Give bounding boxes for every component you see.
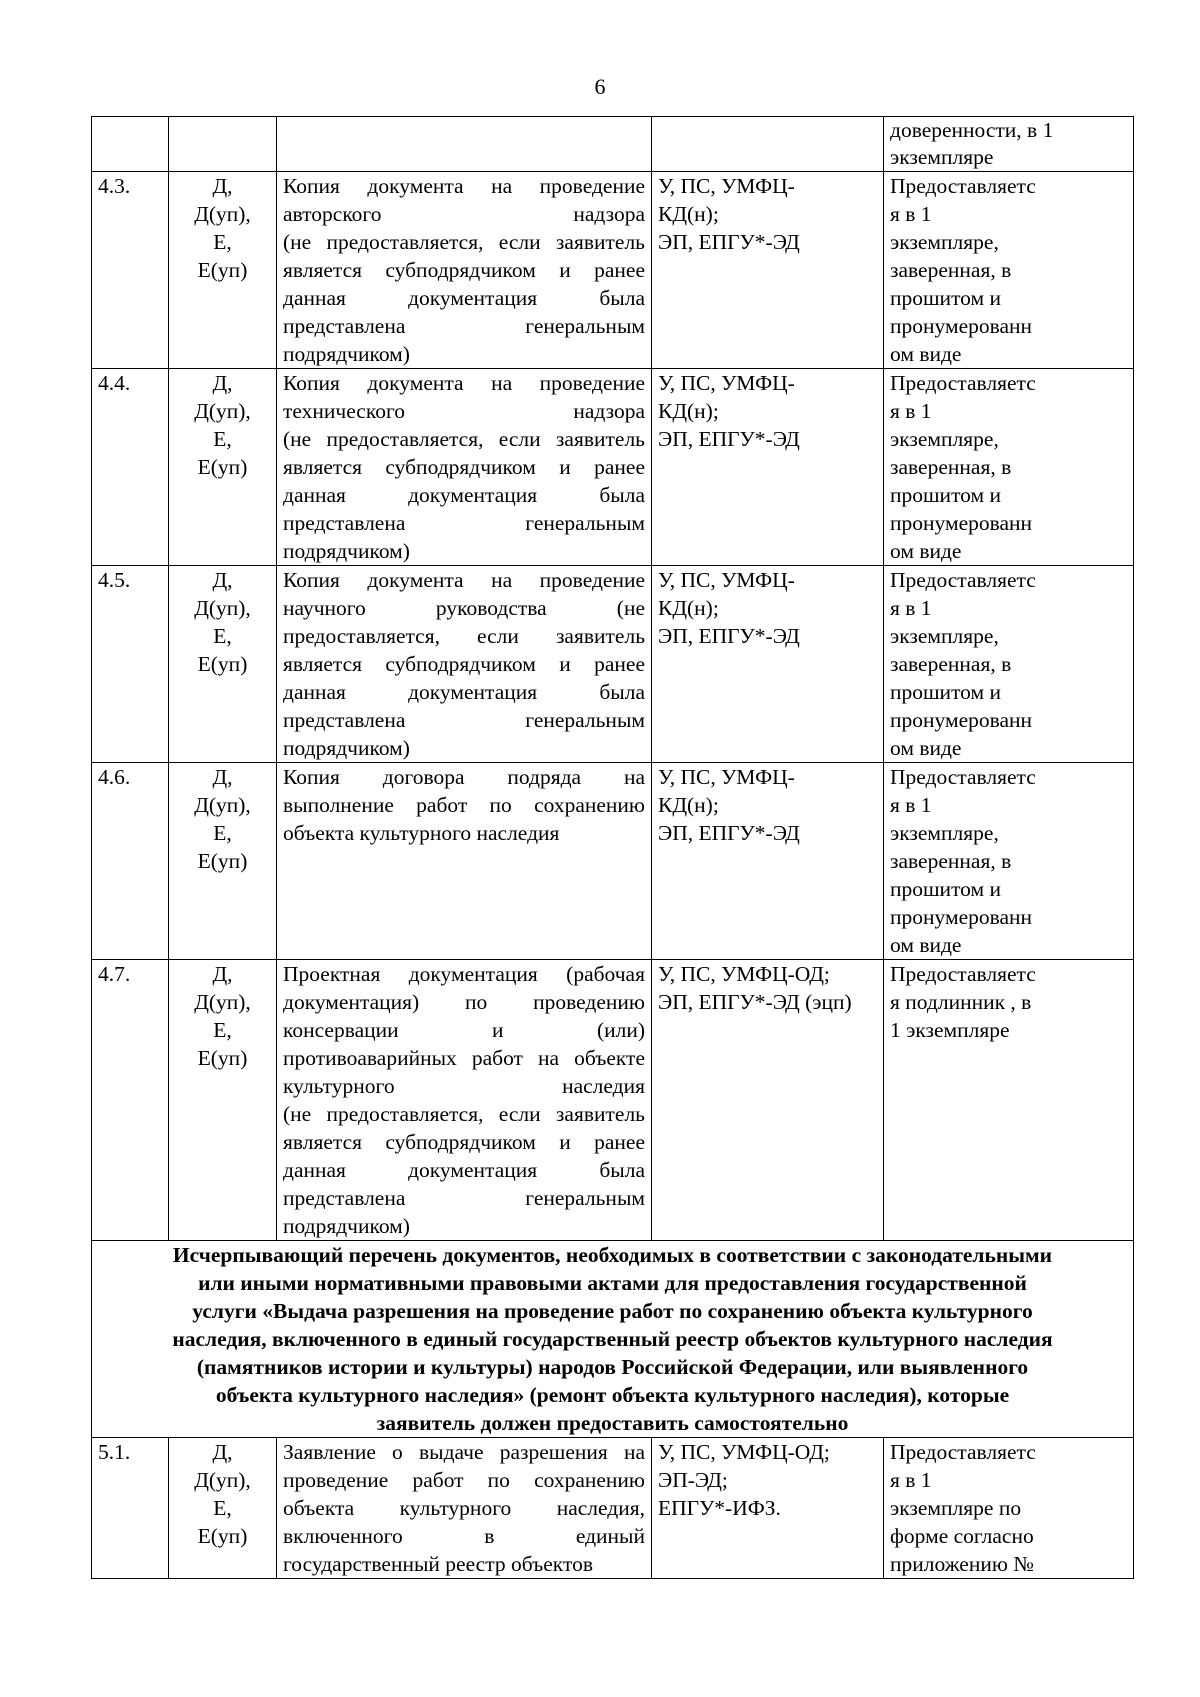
text-line: проведение работ по сохранению bbox=[283, 1468, 645, 1492]
text-line: ом виде bbox=[890, 539, 962, 563]
text-line: Копия документа на проведение bbox=[283, 174, 645, 198]
text-line: Копия договора подряда на bbox=[283, 765, 645, 789]
submission-method bbox=[652, 369, 884, 566]
text-line: я в 1 bbox=[890, 596, 932, 620]
text-line: Заявление о выдаче разрешения на bbox=[283, 1440, 645, 1464]
document-description bbox=[277, 960, 652, 1241]
copies-note bbox=[884, 172, 1134, 369]
row-number: 4.3. bbox=[92, 172, 169, 369]
text-line: консервации и (или) bbox=[283, 1018, 645, 1042]
text-line: прошитом и bbox=[890, 877, 1002, 901]
text-line: данная документация была bbox=[283, 680, 645, 704]
text-line: У, ПС, УМФЦ-ОД; bbox=[658, 1440, 830, 1464]
submission-method bbox=[652, 566, 884, 763]
text-line: Проектная документация (рабочая bbox=[283, 962, 645, 986]
text-line: Предоставляетс bbox=[890, 568, 1036, 592]
text-line: является субподрядчиком и ранее bbox=[283, 652, 645, 676]
text-line: Е, bbox=[213, 1496, 232, 1520]
text-line: Е(уп) bbox=[197, 1524, 248, 1548]
row-number: 4.4. bbox=[92, 369, 169, 566]
text-line: У, ПС, УМФЦ- bbox=[658, 765, 795, 789]
submission-method bbox=[652, 763, 884, 960]
text-line: ом виде bbox=[890, 342, 962, 366]
applicant-codes bbox=[169, 369, 277, 566]
text-line: научного руководства (не bbox=[283, 596, 645, 620]
text-line: заверенная, в bbox=[890, 258, 1012, 282]
text-line: является субподрядчиком и ранее bbox=[283, 258, 645, 282]
copies-note bbox=[884, 960, 1134, 1241]
text-line: Д, bbox=[212, 1440, 233, 1464]
applicant-codes bbox=[169, 1438, 277, 1579]
text-line: Д, bbox=[212, 568, 233, 592]
text-line: ЭП, ЕПГУ*-ЭД bbox=[658, 821, 800, 845]
table-row bbox=[92, 566, 1134, 763]
section-heading-row bbox=[92, 1241, 1134, 1438]
text-line: Д(уп), bbox=[194, 793, 251, 817]
text-line: (не предоставляется, если заявитель bbox=[283, 230, 645, 254]
text-line: Д, bbox=[212, 174, 233, 198]
text-line: Е, bbox=[213, 230, 232, 254]
text-line: ЭП, ЕПГУ*-ЭД bbox=[658, 230, 800, 254]
text-line: Д, bbox=[212, 765, 233, 789]
page-number: 6 bbox=[594, 74, 606, 99]
text-line: данная документация была bbox=[283, 1158, 645, 1182]
text-line: ЭП, ЕПГУ*-ЭД (эцп) bbox=[658, 990, 852, 1014]
text-line: авторского надзора bbox=[283, 202, 645, 226]
text-line: заверенная, в bbox=[890, 849, 1012, 873]
documents-table bbox=[91, 116, 1134, 1579]
cell-note: доверенности, в 1 экземпляре bbox=[884, 117, 1134, 172]
text-line: документация) по проведению bbox=[283, 990, 645, 1014]
text-line: ЕПГУ*-ИФЗ. bbox=[658, 1496, 781, 1520]
text-line: Д(уп), bbox=[194, 990, 251, 1014]
text-line: объекта культурного наследия bbox=[283, 821, 560, 845]
row-number: 4.7. bbox=[92, 960, 169, 1241]
text-line: выполнение работ по сохранению bbox=[283, 793, 645, 817]
table-row bbox=[92, 369, 1134, 566]
table-row bbox=[92, 763, 1134, 960]
copies-note bbox=[884, 1438, 1134, 1579]
text-line: включенного в единый bbox=[283, 1524, 645, 1548]
table-rows bbox=[92, 172, 1134, 1241]
text-line: я в 1 bbox=[890, 793, 932, 817]
section-heading-line: или иными нормативными правовыми актами для предоставления государственной bbox=[198, 1271, 1027, 1295]
cell-num bbox=[92, 117, 169, 172]
text-line: Е(уп) bbox=[197, 1046, 248, 1070]
document-description bbox=[277, 369, 652, 566]
applicant-codes bbox=[169, 172, 277, 369]
text-line: я в 1 bbox=[890, 202, 932, 226]
text-line: представлена генеральным bbox=[283, 314, 645, 338]
row-number: 4.5. bbox=[92, 566, 169, 763]
text-line: предоставляется, если заявитель bbox=[283, 624, 645, 648]
section-heading-line: услуги «Выдача разрешения на проведение работ по сохранению объекта культурного bbox=[192, 1299, 1033, 1323]
table-row-continuation bbox=[92, 117, 1134, 172]
text-line: экземпляре по bbox=[890, 1496, 1022, 1520]
applicant-codes bbox=[169, 960, 277, 1241]
text-line: экземпляре, bbox=[890, 821, 999, 845]
text-line: Предоставляетс bbox=[890, 1440, 1036, 1464]
text-line: пронумерованн bbox=[890, 708, 1033, 732]
copies-note bbox=[884, 369, 1134, 566]
section-heading-line: наследия, включенного в единый государственный реестр объектов культурного наследия bbox=[172, 1327, 1053, 1351]
text-line: подрядчиком) bbox=[283, 539, 410, 563]
text-line: данная документация была bbox=[283, 483, 645, 507]
text-line: заверенная, в bbox=[890, 455, 1012, 479]
text-line: технического надзора bbox=[283, 399, 645, 423]
document-description bbox=[277, 763, 652, 960]
table-row bbox=[92, 960, 1134, 1241]
section-heading bbox=[92, 1241, 1134, 1438]
text-line: противоаварийных работ на объекте bbox=[283, 1046, 645, 1070]
text-line: представлена генеральным bbox=[283, 511, 645, 535]
text-line: форме согласно bbox=[890, 1524, 1034, 1548]
text-line: (не предоставляется, если заявитель bbox=[283, 1102, 645, 1126]
text-line: я в 1 bbox=[890, 1468, 932, 1492]
submission-method bbox=[652, 172, 884, 369]
text-line: экземпляре, bbox=[890, 230, 999, 254]
text-line: У, ПС, УМФЦ- bbox=[658, 174, 795, 198]
document-description bbox=[277, 566, 652, 763]
text-line: У, ПС, УМФЦ- bbox=[658, 568, 795, 592]
text-line: Д(уп), bbox=[194, 1468, 251, 1492]
text-line: Копия документа на проведение bbox=[283, 568, 645, 592]
document-description bbox=[277, 172, 652, 369]
text-line: Е(уп) bbox=[197, 258, 248, 282]
copies-note bbox=[884, 763, 1134, 960]
text-line: У, ПС, УМФЦ-ОД; bbox=[658, 962, 830, 986]
text-line: прошитом и bbox=[890, 483, 1002, 507]
text-line: КД(н); bbox=[658, 399, 719, 423]
text-line: является субподрядчиком и ранее bbox=[283, 455, 645, 479]
section-heading-line: Исчерпывающий перечень документов, необходимых в соответствии с законодательными bbox=[172, 1243, 1053, 1267]
text-line: Е, bbox=[213, 821, 232, 845]
text-line: подрядчиком) bbox=[283, 1214, 410, 1238]
text-line: 1 экземпляре bbox=[890, 1018, 1010, 1042]
text-line: представлена генеральным bbox=[283, 1186, 645, 1210]
text-line: Е(уп) bbox=[197, 849, 248, 873]
cell-desc bbox=[277, 117, 652, 172]
row-number: 4.6. bbox=[92, 763, 169, 960]
text-line: заверенная, в bbox=[890, 652, 1012, 676]
section-heading-line: объекта культурного наследия» (ремонт объекта культурного наследия), которые bbox=[215, 1383, 1010, 1407]
row-number: 5.1. bbox=[92, 1438, 169, 1579]
text-line: Е, bbox=[213, 1018, 232, 1042]
text-line: ЭП, ЕПГУ*-ЭД bbox=[658, 624, 800, 648]
text-line: объекта культурного наследия, bbox=[283, 1496, 645, 1520]
text-line: Копия документа на проведение bbox=[283, 371, 645, 395]
text-line: пронумерованн bbox=[890, 511, 1033, 535]
text-line: является субподрядчиком и ранее bbox=[283, 1130, 645, 1154]
text-line: Д, bbox=[212, 962, 233, 986]
text-line: КД(н); bbox=[658, 793, 719, 817]
text-line: представлена генеральным bbox=[283, 708, 645, 732]
section-heading-line: заявитель должен предоставить самостоятельно bbox=[376, 1411, 849, 1435]
text-line: культурного наследия bbox=[283, 1074, 645, 1098]
text-line: данная документация была bbox=[283, 286, 645, 310]
text-line: подрядчиком) bbox=[283, 342, 410, 366]
section-heading-line: (памятников истории и культуры) народов Российской Федерации, или выявленного bbox=[196, 1355, 1029, 1379]
text-line: (не предоставляется, если заявитель bbox=[283, 427, 645, 451]
text-line: ом виде bbox=[890, 933, 962, 957]
text-line: пронумерованн bbox=[890, 314, 1033, 338]
text-line: экземпляре, bbox=[890, 624, 999, 648]
text-line: я в 1 bbox=[890, 399, 932, 423]
submission-method bbox=[652, 1438, 884, 1579]
text-line: ом виде bbox=[890, 736, 962, 760]
text-line: Д(уп), bbox=[194, 399, 251, 423]
text-line: Е(уп) bbox=[197, 652, 248, 676]
document-description bbox=[277, 1438, 652, 1579]
text-line: подрядчиком) bbox=[283, 736, 410, 760]
text-line: Предоставляетс bbox=[890, 174, 1036, 198]
cell-codes bbox=[169, 117, 277, 172]
text-line: экземпляре, bbox=[890, 427, 999, 451]
text-line: государственный реестр объектов bbox=[283, 1552, 593, 1576]
applicant-codes bbox=[169, 566, 277, 763]
text-line: Предоставляетс bbox=[890, 765, 1036, 789]
text-line: Е, bbox=[213, 624, 232, 648]
text-line: КД(н); bbox=[658, 202, 719, 226]
text-line: Предоставляетс bbox=[890, 371, 1036, 395]
text-line: прошитом и bbox=[890, 680, 1002, 704]
copies-note bbox=[884, 566, 1134, 763]
text-line: Е(уп) bbox=[197, 455, 248, 479]
text-line: пронумерованн bbox=[890, 905, 1033, 929]
table-rows-section-5 bbox=[92, 1438, 1134, 1579]
text-line: КД(н); bbox=[658, 596, 719, 620]
cell-resp bbox=[652, 117, 884, 172]
text-line: ЭП-ЭД; bbox=[658, 1468, 728, 1492]
text-line: Е, bbox=[213, 427, 232, 451]
text-line: Предоставляетс bbox=[890, 962, 1036, 986]
table-row bbox=[92, 172, 1134, 369]
text-line: Д(уп), bbox=[194, 596, 251, 620]
text-line: я подлинник , в bbox=[890, 990, 1032, 1014]
applicant-codes bbox=[169, 763, 277, 960]
text-line: У, ПС, УМФЦ- bbox=[658, 371, 795, 395]
text-line: прошитом и bbox=[890, 286, 1002, 310]
text-line: Д(уп), bbox=[194, 202, 251, 226]
text-line: ЭП, ЕПГУ*-ЭД bbox=[658, 427, 800, 451]
text-line: приложению № bbox=[890, 1552, 1034, 1576]
text-line: Д, bbox=[212, 371, 233, 395]
submission-method bbox=[652, 960, 884, 1241]
table-row bbox=[92, 1438, 1134, 1579]
